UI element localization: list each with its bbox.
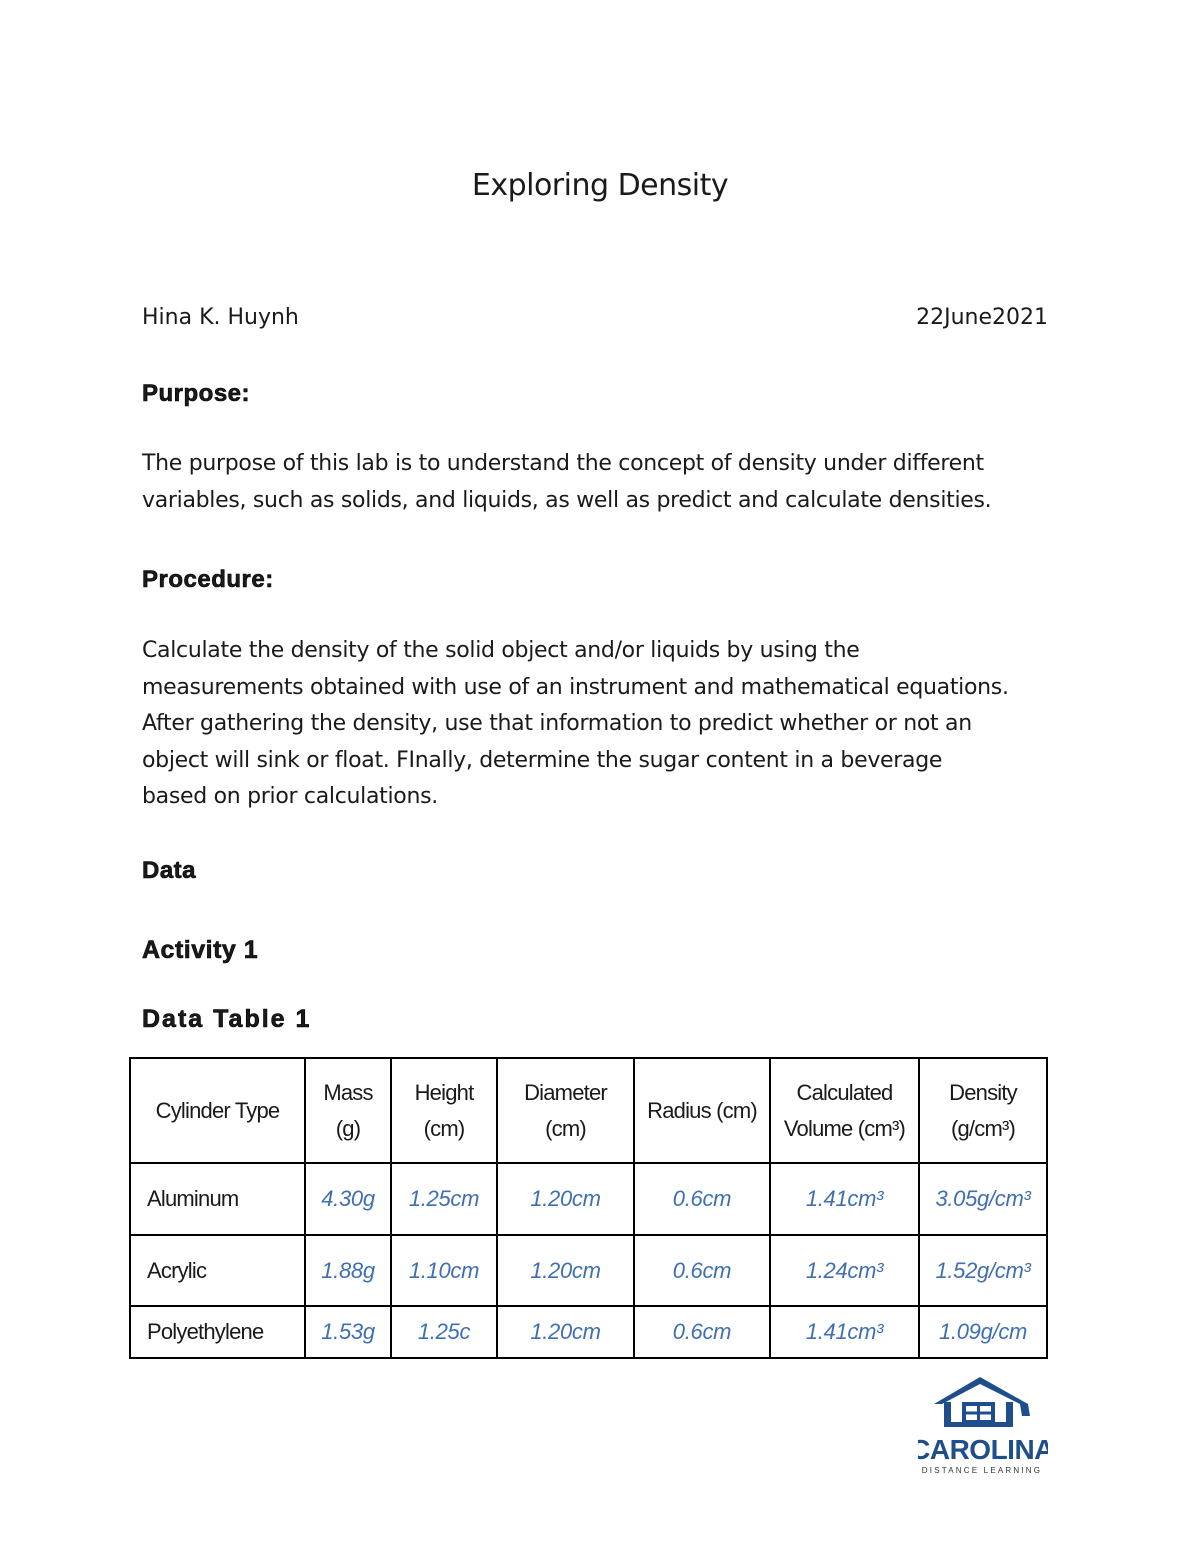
paragraph-line: object will sink or float. FInally, determine the sugar content in a beverage bbox=[142, 747, 943, 773]
data-table bbox=[129, 1057, 1048, 1359]
purpose-heading: Purpose: bbox=[142, 380, 251, 407]
document-date: 22June2021 bbox=[916, 305, 1048, 330]
volume-cell: 1.24cm³ bbox=[770, 1235, 919, 1306]
height-cell: 1.10cm bbox=[391, 1235, 497, 1306]
house-icon bbox=[918, 1372, 1048, 1482]
radius-cell: 0.6cm bbox=[634, 1235, 770, 1306]
table-row bbox=[130, 1163, 1047, 1235]
diameter-cell: 1.20cm bbox=[497, 1235, 634, 1306]
density-cell: 1.52g/cm³ bbox=[919, 1235, 1047, 1306]
procedure-heading: Procedure: bbox=[142, 566, 274, 593]
density-cell: 1.09g/cm bbox=[919, 1306, 1047, 1358]
mass-cell: 1.53g bbox=[305, 1306, 391, 1358]
paragraph-line: The purpose of this lab is to understand the concept of density under different bbox=[142, 451, 984, 476]
header-cell: Mass (g) bbox=[305, 1058, 391, 1163]
height-cell: 1.25c bbox=[391, 1306, 497, 1358]
cylinder-type-cell: Aluminum bbox=[130, 1163, 305, 1235]
table-row bbox=[130, 1306, 1047, 1358]
activity-heading: Activity 1 bbox=[142, 936, 259, 964]
paragraph-line: After gathering the density, use that information to predict whether or not an bbox=[142, 711, 972, 736]
carolina-logo bbox=[918, 1372, 1048, 1482]
logo-tagline: DISTANCE LEARNING bbox=[921, 1466, 1043, 1475]
header-cell: Diameter (cm) bbox=[497, 1058, 634, 1163]
volume-cell: 1.41cm³ bbox=[770, 1163, 919, 1235]
logo-wordmark: CAROLINA bbox=[918, 1434, 1048, 1465]
header-cell: Cylinder Type bbox=[130, 1058, 305, 1163]
author-name: Hina K. Huynh bbox=[142, 305, 299, 330]
purpose-paragraph bbox=[142, 446, 1072, 519]
diameter-cell: 1.20cm bbox=[497, 1163, 634, 1235]
header-cell: Height (cm) bbox=[391, 1058, 497, 1163]
table-title: Data Table 1 bbox=[142, 1005, 312, 1033]
header-cell: Density (g/cm³) bbox=[919, 1058, 1047, 1163]
header-cell: Radius (cm) bbox=[634, 1058, 770, 1163]
mass-cell: 4.30g bbox=[305, 1163, 391, 1235]
table-header-row bbox=[130, 1058, 1047, 1163]
paragraph-line: based on prior calculations. bbox=[142, 784, 438, 809]
paragraph-line: measurements obtained with use of an instrument and mathematical equations. bbox=[142, 674, 1009, 700]
density-cell: 3.05g/cm³ bbox=[919, 1163, 1047, 1235]
cylinder-type-cell: Polyethylene bbox=[130, 1306, 305, 1358]
height-cell: 1.25cm bbox=[391, 1163, 497, 1235]
volume-cell: 1.41cm³ bbox=[770, 1306, 919, 1358]
document-title: Exploring Density bbox=[471, 168, 729, 203]
paragraph-line: Calculate the density of the solid object and/or liquids by using the bbox=[142, 638, 860, 663]
header-cell: Calculated Volume (cm³) bbox=[770, 1058, 919, 1163]
cylinder-type-cell: Acrylic bbox=[130, 1235, 305, 1306]
radius-cell: 0.6cm bbox=[634, 1306, 770, 1358]
radius-cell: 0.6cm bbox=[634, 1163, 770, 1235]
paragraph-line: variables, such as solids, and liquids, as well as predict and calculate densities. bbox=[142, 487, 992, 513]
diameter-cell: 1.20cm bbox=[497, 1306, 634, 1358]
mass-cell: 1.88g bbox=[305, 1235, 391, 1306]
procedure-paragraph bbox=[142, 633, 1072, 816]
table-row bbox=[130, 1235, 1047, 1306]
data-heading: Data bbox=[142, 857, 197, 884]
